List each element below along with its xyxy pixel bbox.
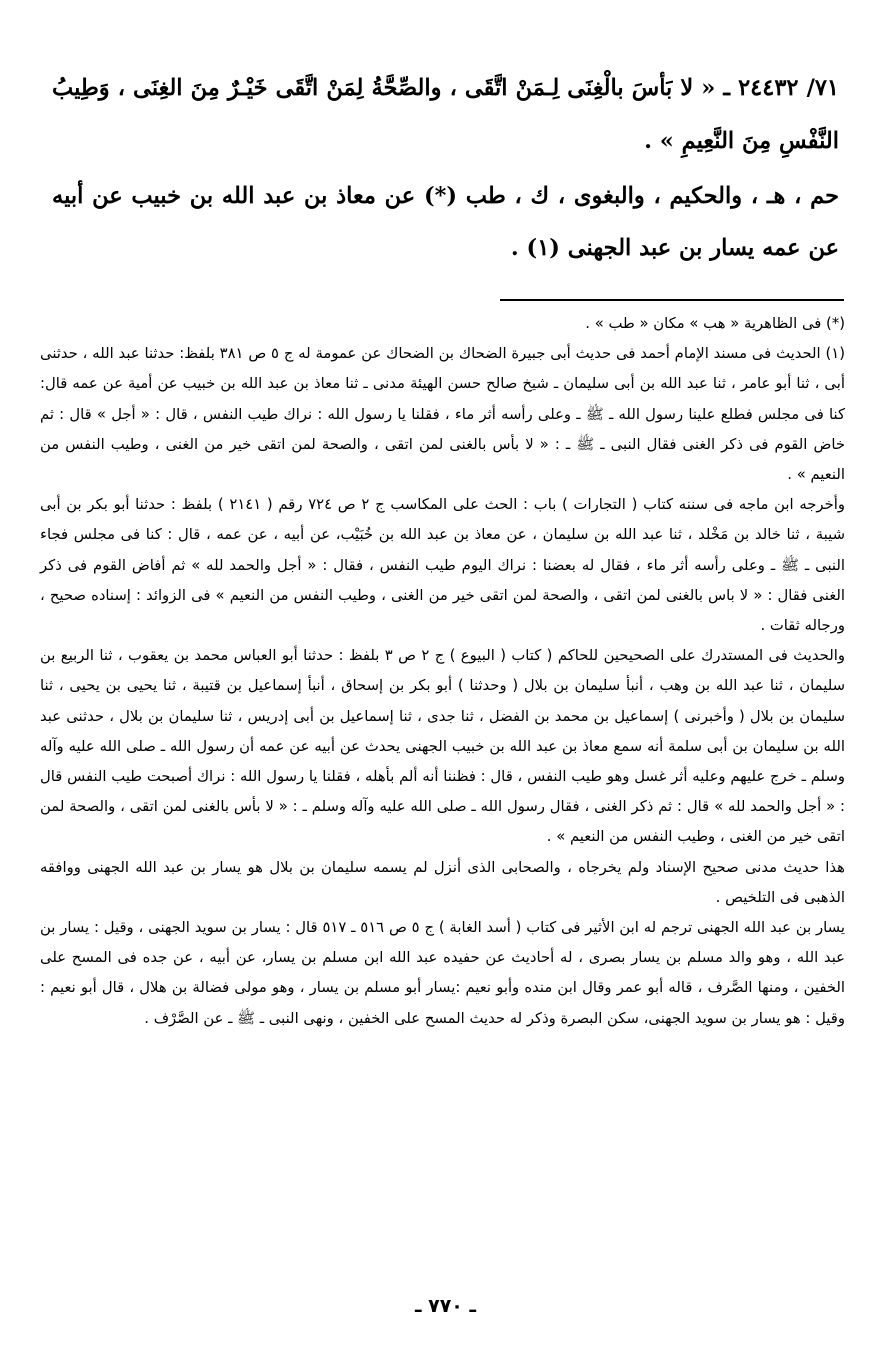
footnote-1: (١) الحديث فى مسند الإمام أحمد فى حديث أبى جبيرة الضحاك بن الضحاك عن عمومة له ج ٥ ص ٣٨١ بلفظ: حدثنا عبد الله ، حدثنى أبى ، ثنا أبو عامر ، ثنا عبد الله بن أبى سليمان ـ شيخ صالح حسن الهيئة مدنى ـ ثنا معاذ بن عبد الله بن خبيب عن أمية عن عمه قال: كنا فى مجلس فطلع علينا رسول الله ـ ﷺ ـ وعلى رأسه أثر ماء ، فقلنا يا رسول الله : نراك طيب النفس ، قال : « أجل » قال : ثم خاض القوم فى ذكر الغنى فقال النبى ـ ﷺ ـ : « لا بأس بالغنى لمن اتقى ، والصحة لمن اتقى خير من الغنى ، وطيب النفس من النعيم » . xyxy=(40,345,845,484)
hadith-block xyxy=(52,62,839,274)
page-number: ـ ٧٧٠ ـ xyxy=(414,1295,476,1317)
hadith-text: ٧١/ ٢٤٤٣٢ ـ « لا بَأسَ بالْغِنَى لِـمَنْ اتَّقَى ، والصِّحَّةُ لِمَنْ اتَّقَى خَيْـرٌ مِنَ الغِنَى ، وَطِيبُ النَّفْسِ مِنَ النَّعِيمِ » . xyxy=(52,75,839,154)
footnote-biography: يسار بن عبد الله الجهنى ترجم له ابن الأثير فى كتاب ( أسد الغابة ) ج ٥ ص ٥١٦ ـ ٥١٧ قال : يسار بن سويد الجهنى ، وقيل : يسار بن عبد الله ، وهو والد مسلم بن يسار بصرى ، له أحاديث عن حفيده عبد الله ابن مسلم بن يسار، عن أبيه ، عن جده فى المسح على الخفين ، ومنها الصَّرف ، قاله أبو عمر وقال ابن منده وأبو نعيم :يسار أبو مسلم بن يسار ، وهو مولى فضالة بن هلال ، قال أبو نعيم : وقيل : هو يسار بن سويد الجهنى، سكن البصرة وذكر له حديث المسح على الخفين ، ونهى النبى ـ ﷺ ـ عن الصَّرْف . xyxy=(40,919,846,1027)
footnote-star: (*) فى الظاهرية « هب » مكان « طب » . xyxy=(585,315,845,332)
footnote-mustadrak: والحديث فى المستدرك على الصحيحين للحاكم ( كتاب ( البيوع ) ج ٢ ص ٣ بلفظ : حدثنا أبو العباس محمد بن يعقوب ، ثنا الربيع بن سليمان ، ثنا عبد الله بن وهب ، أنبأ سليمان بن بلال ( وحدثنا ) أبو بكر بن إسحاق ، أنبأ إسماعيل بن قتيبة ، ثنا يحيى بن يحيى ، ثنا سليمان بن بلال ( وأخبرنى ) إسماعيل بن محمد بن الفضل ، ثنا جدى ، ثنا إسماعيل بن أبى إدريس ، ثنا سليمان بن بلال ، حدثنى عبد الله بن سليمان بن أبى سلمة أنه سمع معاذ بن عبد الله بن خبيب الجهنى يحدث عن أبيه عن عمه أن رسول الله ـ صلى الله عليه وآله وسلم ـ خرج عليهم وعليه أثر غسل وهو طيب النفس ، قال : فظننا أنه ألم بأهله ، فقلنا يا رسول الله : نراك أصبحت طيب النفس قال : « أجل والحمد لله » قال : ثم ذكر الغنى ، فقال رسول الله ـ صلى الله عليه وآله وسلم ـ : « لا بأس بالغنى لمن اتقى ، والصحة لمن اتقى خير من الغنى ، وطيب النفس من النعيم » . xyxy=(40,647,845,846)
footnote-separator xyxy=(500,299,844,301)
footnote-ibn-majah: وأخرجه ابن ماجه فى سننه كتاب ( التجارات ) باب : الحث على المكاسب ج ٢ ص ٧٢٤ رقم ( ٢١٤١ ) بلفظ : حدثنا أبو بكر بن أبى شيبة ، ثنا خالد بن مَخْلد ، ثنا عبد الله بن سليمان ، عن معاذ بن عبد الله بن خُبَيْب، عن أبيه ، عن عمه ، قال : كنا فى مجلس فجاء النبى ـ ﷺ ـ وعلى رأسه أثر ماء ، فقال له بعضنا : نراك اليوم طيب النفس ، فقال : « أجل والحمد لله » ثم أفاض القوم فى ذكر الغنى فقال : « لا باس بالغنى لمن اتقى ، والصحة لمن اتقى خير من الغنى ، وطيب النفس من النعيم » فى الزوائد : إسناده صحيح ، ورجاله ثقات . xyxy=(40,496,845,635)
footnotes xyxy=(40,309,845,1034)
footnote-grading: هذا حديث مدنى صحيح الإسناد ولم يخرجاه ، والصحابى الذى أنزل لم يسمه سليمان بن بلال هو يسار بن عبد الله الجهنى ووافقه الذهبى فى التلخيص . xyxy=(40,858,845,906)
hadith-sources: حم ، هـ ، والحكيم ، والبغوى ، ك ، طب (*) عن معاذ بن عبد الله بن خبيب عن أبيه عن عمه يسار بن عبد الجهنى (١) . xyxy=(52,183,839,261)
